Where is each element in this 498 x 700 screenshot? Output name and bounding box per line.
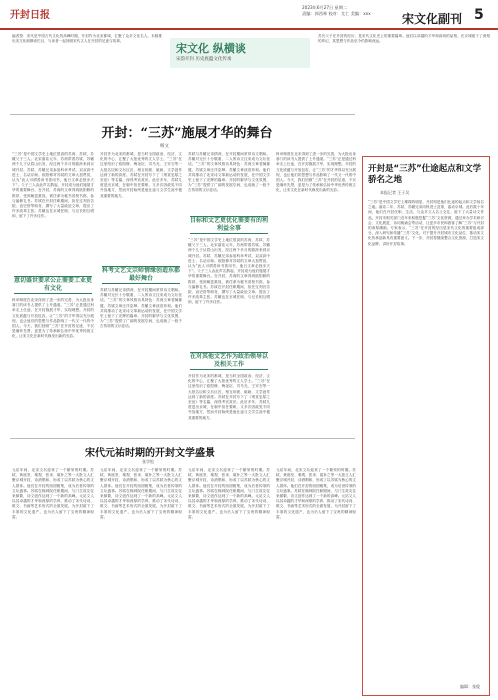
main-article-byline: 杨文 (160, 144, 169, 149)
main-subhead-2: 科考文艺文宗师情缘创造东都最好舞台 (102, 267, 181, 282)
section-divider (10, 114, 355, 115)
main-article-col-2: 开封作为北宋的都城，是当时全国政治、经济、文化的中心，汇聚了大批优秀的文人学士。“三苏”在这里结识了欧阳修、梅尧臣、司马光、王安石等一大批名臣和文坛巨匠，相互切磋、砥砺，文学创作达到了新的高度。苏轼在开封写下了《刑赏忠厚之至论》等名篇，深得考官赏识。此后多年，苏轼几度进出京城，在朝中担任要职，又多次因政见不同外放地方，然而开封始终是他仕途与文学生涯中极其重要的地方。 (100, 152, 182, 198)
song-article-col-3: 元祐年间，北宋文坛迎来了一个繁荣的时期。苏轼、黄庭坚、秦观、张耒、晁补之等一大批文人汇聚京城开封，诗酒唱和，形成了以苏轼为核心的文人群体。他们在开封的西园雅集，成为后世传颂的文坛盛事。苏轼在翰林院任职期间，与门生故友往来频繁，诗文创作达到了一个新的高峰。元祐文人以其卓越的才华和深厚的学养，推动了宋代诗词、散文、书画等艺术形式的全面发展，为开封留下了丰厚的文化遗产，也为后人留下了宝贵的精神财富。 (188, 468, 270, 519)
main-subhead-3-box (190, 216, 268, 234)
column-banner-subtitle: 宋韵开封 历史底蕴文化传承 (176, 57, 232, 62)
main-article-col-4: 科举制度在北宋得到了进一步的完善，为大批出身寒门的读书人提供了上升通道。“三苏”正是通过科举走上仕途，在开封施展才华，实现理想。开封的文化底蕴与开放包容，让“三苏”的才华得以充分展现，也让他们的思想与作品影响了一代又一代的中国人。今天，我们回顾“三苏”在开封的足迹，不仅是缅怀先贤，更是为了传承和弘扬中华优秀传统文化，让宋文化在新时代焕发出新的光彩。 (276, 152, 356, 193)
page-number: 5 (474, 7, 484, 23)
song-article-byline: 张学松 (142, 459, 154, 464)
song-article-col-2: 元祐年间，北宋文坛迎来了一个繁荣的时期。苏轼、黄庭坚、秦观、张耒、晁补之等一大批文人汇聚京城开封，诗酒唱和，形成了以苏轼为核心的文人群体。他们在开封的西园雅集，成为后世传颂的文坛盛事。苏轼在翰林院任职期间，与门生故友往来频繁，诗文创作达到了一个新的高峰。元祐文人以其卓越的才华和深厚的学养，推动了宋代诗词、散文、书画等艺术形式的全面发展，为开封留下了丰厚的文化遗产，也为后人留下了宝贵的精神财富。 (100, 468, 182, 519)
main-subhead-4: 在对其他文艺作为政治领导以及相关工作 (190, 353, 269, 368)
main-article-col-3: 苏轼与苏辙兄弟情深，在开封期间常常诗文唱和。苏辙对兄长十分敬重，二人的诗文往来成为文坛佳话。“三苏”的文章风格各具特色：苏洵文章老辣雄健，苏轼文章汪洋恣肆，苏辙文章淡泊冲和。他们共同推动了北宋诗文革新运动的发展，在中国文学史上留下了光辉的篇章。开封的繁华与文化氛围，为“三苏”提供了广阔的发展空间，也成就了一段千古传颂的文坛佳话。 (188, 152, 270, 193)
main-subhead-1: 意切盛世要求公正需要工业更有文化 (14, 277, 93, 292)
top-strip-right: 苏氏父子在开封的经历，是宋代文化史上的重要篇章。他们以卓越的才华和高尚的品格，在京城留下了深刻的印记，其思想与作品至今仍影响深远。 (318, 34, 490, 44)
song-article-title: 宋代元祐时期的开封文学盛景 (85, 448, 215, 459)
side-article-body: “三苏”是中国文学史上璀璨的明星，开封则是他们仕途的起点和文学扬名之地。嘉祐二年，苏轼、苏辙兄弟同科进士及第，轰动京城。此后数十年间，他们在开封任职、生活，与众多文人名士交往，留下了大量诗文作品。开封市相关部门近年来积极挖掘“三苏”文化资源，通过举办学术研讨会、文化展览、诗词朗诵会等活动，让更多市民和游客了解“三苏”与开封的深厚渊源。专家表示，“三苏”在开封的经历是宋代文化的重要组成部分，深入研究和传播“三苏”文化，对于提升开封城市文化品位、推动宋文化传承创新具有重要意义。下一步，开封将继续整合文化资源，打造宋文化品牌，讲好开封故事。 (368, 200, 484, 246)
main-article-col-1: “三苏”是中国文学史上地位很高的苏洵、苏轼、苏辙父子三人。北宋嘉祐元年，苏洵带着苏轼、苏辙两个儿子从眉山出发，经过两个多月的跋涉来到京城开封。苏轼、苏辙兄弟参加科举考试，双双高中进士，名动京师。欧阳修对苏轼的文章大加赞赏，认为“此人可谓善读书善用书，他日文章必独步天下”。父子三人由此声名鹊起，开封成为他们施展才华的重要舞台。在开封，苏洵的文章得到欧阳修的推荐，受到朝廷重视，被任命为秘书省校书郎，参与编修礼书。苏轼在开封任职期间，担任过判官告院、直史馆等职务，撰写了大量政论文章，提出了许多改革主张。苏辙也在京城任职，与兄长相互唱和，留下了许多佳作。 (12, 152, 94, 219)
side-article-title: 开封是“三苏”仕途起点和文学骄名之地 (368, 164, 482, 185)
editor-line: 责编：郭西林 校对：尤仁 美编：xxx (302, 11, 371, 16)
section-title: 宋文化副刊 (402, 12, 463, 26)
issue-date: 2023年6月27日 星期二 (302, 5, 348, 10)
masthead-meta (302, 5, 398, 17)
main-article-col-1b: 科举制度在北宋得到了进一步的完善，为大批出身寒门的读书人提供了上升通道。“三苏”正是通过科举走上仕途，在开封施展才华，实现理想。开封的文化底蕴与开放包容，让“三苏”的才华得以充分展现，也让他们的思想与作品影响了一代又一代的中国人。今天，我们回顾“三苏”在开封的足迹，不仅是缅怀先贤，更是为了传承和弘扬中华优秀传统文化，让宋文化在新时代焕发出新的光彩。 (12, 298, 94, 339)
main-article-col-2b: 苏轼与苏辙兄弟情深，在开封期间常常诗文唱和。苏辙对兄长十分敬重，二人的诗文往来成为文坛佳话。“三苏”的文章风格各具特色：苏洵文章老辣雄健，苏轼文章汪洋恣肆，苏辙文章淡泊冲和。他们共同推动了北宋诗文革新运动的发展，在中国文学史上留下了光辉的篇章。开封的繁华与文化氛围，为“三苏”提供了广阔的发展空间，也成就了一段千古传颂的文坛佳话。 (100, 288, 182, 329)
main-article-title: 开封：“三苏”施展才华的舞台 (101, 126, 273, 141)
column-banner-title: 宋文化 纵横谈 (176, 42, 246, 55)
newspaper-logo: 开封日报 (10, 10, 50, 21)
header-rule (0, 28, 498, 30)
main-subhead-2-box (102, 266, 180, 284)
main-subhead-1-box (14, 276, 92, 294)
main-subhead-3: 目标和文艺更优化需要有的利利益全事 (190, 217, 269, 232)
top-strip-left: 编者按：宋代是中国古代文化的高峰时期，开封作为北宋都城，汇聚了众多文化名人。本版推出宋文化纵横谈栏目，与读者一起回顾宋代文人在开封的足迹与故事。 (12, 34, 162, 44)
song-article-col-1: 元祐年间，北宋文坛迎来了一个繁荣的时期。苏轼、黄庭坚、秦观、张耒、晁补之等一大批文人汇聚京城开封，诗酒唱和，形成了以苏轼为核心的文人群体。他们在开封的西园雅集，成为后世传颂的文坛盛事。苏轼在翰林院任职期间，与门生故友往来频繁，诗文创作达到了一个新的高峰。元祐文人以其卓越的才华和深厚的学养，推动了宋代诗词、散文、书画等艺术形式的全面发展，为开封留下了丰厚的文化遗产，也为后人留下了宝贵的精神财富。 (12, 468, 94, 519)
main-article-col-3c: 开封作为北宋的都城，是当时全国政治、经济、文化的中心，汇聚了大批优秀的文人学士。“三苏”在这里结识了欧阳修、梅尧臣、司马光、王安石等一大批名臣和文坛巨匠，相互切磋、砥砺，文学创作达到了新的高度。苏轼在开封写下了《刑赏忠厚之至论》等名篇，深得考官赏识。此后多年，苏轼几度进出京城，在朝中担任要职，又多次因政见不同外放地方，然而开封始终是他仕途与文学生涯中极其重要的地方。 (188, 374, 270, 420)
side-article-byline: 本报记者 王子吴 (380, 190, 410, 195)
page-editor: 编辑：张俊 (460, 684, 480, 689)
main-subhead-4-box (190, 352, 268, 370)
song-article-col-4: 元祐年间，北宋文坛迎来了一个繁荣的时期。苏轼、黄庭坚、秦观、张耒、晁补之等一大批文人汇聚京城开封，诗酒唱和，形成了以苏轼为核心的文人群体。他们在开封的西园雅集，成为后世传颂的文坛盛事。苏轼在翰林院任职期间，与门生故友往来频繁，诗文创作达到了一个新的高峰。元祐文人以其卓越的才华和深厚的学养，推动了宋代诗词、散文、书画等艺术形式的全面发展，为开封留下了丰厚的文化遗产，也为后人留下了宝贵的精神财富。 (276, 468, 356, 519)
main-article-col-3b: “三苏”是中国文学史上地位很高的苏洵、苏轼、苏辙父子三人。北宋嘉祐元年，苏洵带着苏轼、苏辙两个儿子从眉山出发，经过两个多月的跋涉来到京城开封。苏轼、苏辙兄弟参加科举考试，双双高中进士，名动京师。欧阳修对苏轼的文章大加赞赏，认为“此人可谓善读书善用书，他日文章必独步天下”。父子三人由此声名鹊起，开封成为他们施展才华的重要舞台。在开封，苏洵的文章得到欧阳修的推荐，受到朝廷重视，被任命为秘书省校书郎，参与编修礼书。苏轼在开封任职期间，担任过判官告院、直史馆等职务，撰写了大量政论文章，提出了许多改革主张。苏辙也在京城任职，与兄长相互唱和，留下了许多佳作。 (188, 238, 270, 305)
section-divider-2 (10, 438, 355, 439)
